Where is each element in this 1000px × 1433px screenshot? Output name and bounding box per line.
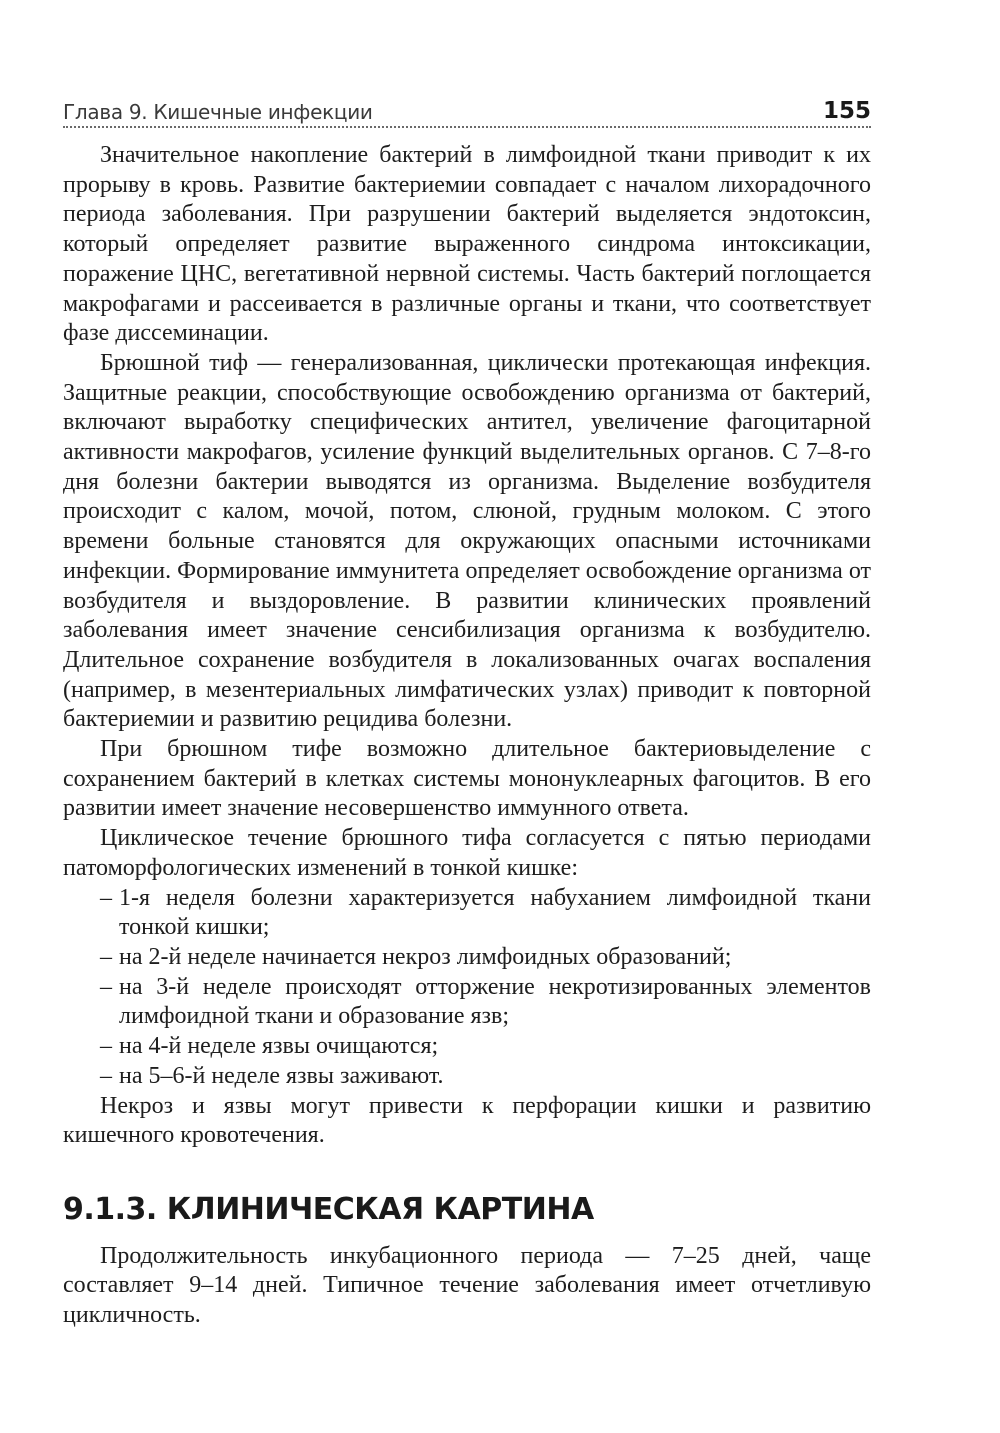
list-dash: – — [100, 943, 112, 970]
list-item — [100, 973, 871, 1032]
list-item-text: на 4-й неделе язвы очищаются; — [119, 1033, 439, 1060]
running-header — [63, 88, 871, 128]
list-item — [100, 1062, 871, 1092]
list-item-text: на 5–6-й неделе язвы заживают. — [119, 1062, 444, 1089]
list-dash: – — [100, 973, 112, 1000]
paragraph: При брюшном тифе возможно длительное бактериовыделение с сохранением бактерий в клетках системы мононуклеарных фагоцитов. В его развитии имеет значение несовершенство иммунного ответа. — [63, 736, 871, 822]
list-item — [100, 943, 871, 973]
paragraph: Некроз и язвы могут привести к перфорации кишки и развитию кишечного кровотечения. — [63, 1092, 871, 1149]
list-item — [100, 1032, 871, 1062]
chapter-title: Глава 9. Кишечные инфекции — [63, 100, 373, 124]
section-heading: 9.1.3. КЛИНИЧЕСКАЯ КАРТИНА — [63, 1191, 594, 1227]
paragraph: Брюшной тиф — генерализованная, циклически протекающая инфекция. Защитные реакции, способствующие освобождению организма от бактерий, включают выработку специфических антител, увеличение фагоцитарной активности макрофагов, усиление функций выделительных органов. С 7–8-го дня болезни бактерии выводятся из организма. Выделение возбудителя происходит с калом, мочой, потом, слюной, грудным молоком. С этого времени больные становятся для окружающих опасными источниками инфекции. Формирование иммунитета определяет освобождение организма от возбудителя и выздоровление. В развитии клинических проявлений заболевания имеет значение сенсибилизация организма к возбудителю. Длительное сохранение возбудителя в локализованных очагах воспаления (например, в мезентериальных лимфатических узлах) приводит к повторной бактериемии и развитию рецидива болезни. — [63, 349, 871, 733]
list-dash: – — [100, 1033, 112, 1060]
list-item-text: на 3-й неделе происходят отторжение некротизированных элементов лимфоидной ткани и образование язв; — [119, 973, 871, 1030]
list-item-text: на 2-й неделе начинается некроз лимфоидных образований; — [119, 943, 732, 970]
stage-list — [63, 884, 871, 1092]
book-page — [63, 88, 871, 1331]
paragraph: Значительное накопление бактерий в лимфоидной ткани приводит к их прорыву в кровь. Развитие бактериемии совпадает с началом лихорадочного периода заболевания. При разрушении бактерий выделяется эндотоксин, который определяет развитие выраженного синдрома интоксикации, поражение ЦНС, вегетативной нервной системы. Часть бактерий поглощается макрофагами и рассеивается в различные органы и ткани, что соответствует фазе диссеминации. — [63, 142, 871, 347]
list-item-text: 1-я неделя болезни характеризуется набуханием лимфоидной ткани тонкой кишки; — [119, 884, 871, 941]
list-item — [100, 884, 871, 943]
paragraph: Продолжительность инкубационного периода — 7–25 дней, чаще составляет 9–14 дней. Типичное течение заболевания имеет отчетливую цикличность. — [63, 1242, 871, 1329]
page-number: 155 — [822, 98, 871, 124]
body-text — [63, 141, 871, 1331]
paragraph: Циклическое течение брюшного тифа согласуется с пятью периодами патоморфологических изменений в тонкой кишке: — [63, 825, 871, 881]
list-dash: – — [100, 1062, 112, 1089]
list-dash: – — [100, 884, 112, 911]
